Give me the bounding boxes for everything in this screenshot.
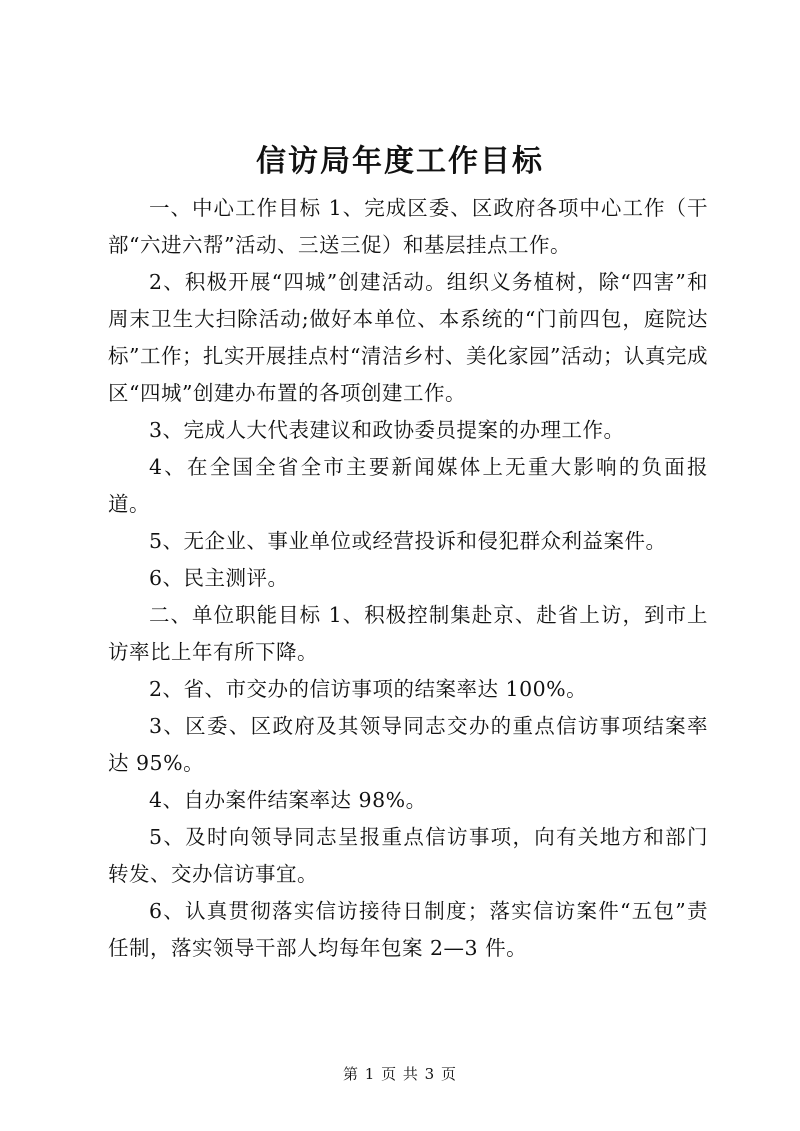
paragraph: 6、认真贯彻落实信访接待日制度；落实信访案件“五包”责任制，落实领导干部人均每年包案 2—3 件。 [108,899,708,960]
page-footer: 第 1 页 共 3 页 [343,1065,457,1083]
document-title: 信访局年度工作目标 [256,144,544,179]
paragraph: 3、完成人大代表建议和政协委员提案的办理工作。 [149,418,625,442]
paragraph: 2、积极开展“四城”创建活动。组织义务植树，除“四害”和周末卫生大扫除活动;做好本单位、本系统的“门前四包，庭院达标”工作；扎实开展挂点村“清洁乡村、美化家园”活动；认真完成区“四城”创建办布置的各项创建工作。 [108,270,708,405]
paragraph: 一、中心工作目标 1、完成区委、区政府各项中心工作（干部“六进六帮”活动、三送三促）和基层挂点工作。 [108,196,708,257]
paragraph: 3、区委、区政府及其领导同志交办的重点信访事项结案率达 95%。 [108,714,708,775]
paragraph: 5、无企业、事业单位或经营投诉和侵犯群众利益案件。 [149,529,667,553]
document-body [108,190,708,967]
paragraph: 5、及时向领导同志呈报重点信访事项，向有关地方和部门转发、交办信访事宜。 [108,825,708,886]
paragraph: 2、省、市交办的信访事项的结案率达 100%。 [149,677,588,701]
paragraph: 4、自办案件结案率达 98%。 [149,788,427,812]
paragraph: 4、在全国全省全市主要新闻媒体上无重大影响的负面报道。 [108,455,708,516]
paragraph: 二、单位职能目标 1、积极控制集赴京、赴省上访，到市上访率比上年有所下降。 [108,603,708,664]
paragraph: 6、民主测评。 [149,566,289,590]
